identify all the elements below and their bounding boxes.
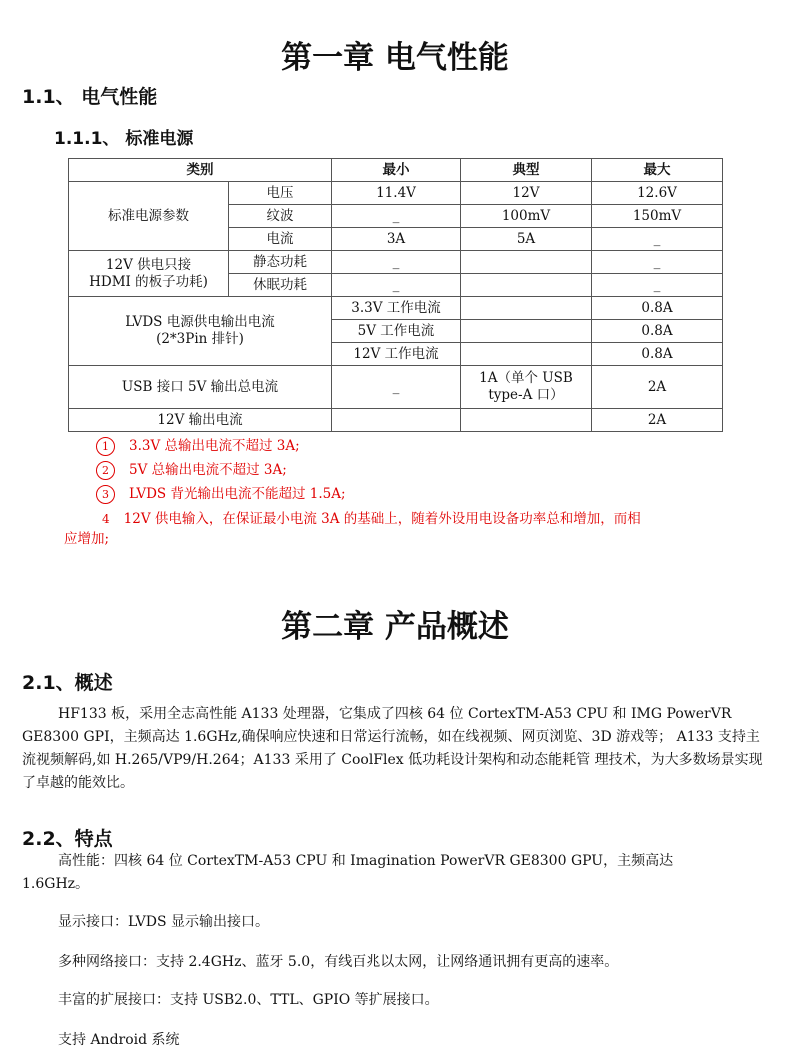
min-cell: _	[332, 251, 461, 274]
hdmi-group-line2: HDMI 的板子功耗)	[89, 273, 208, 290]
param-cell: 静态功耗	[229, 251, 332, 274]
usb-typ-line2: type-A 口）	[488, 387, 564, 403]
max-cell: _	[592, 228, 723, 251]
max-cell: 2A	[592, 366, 723, 409]
note-marker: 1	[96, 437, 115, 456]
section-1-1-heading: 1.1、 电气性能	[22, 86, 158, 108]
max-cell: _	[592, 251, 723, 274]
note-marker: 3	[96, 485, 115, 504]
note-text: 12V 供电输入，在保证最小电流 3A 的基础上，随着外设用电设备功率总和增加，而相	[123, 511, 641, 527]
param-cell: 休眠功耗	[229, 274, 332, 297]
param-cell: 3.3V 工作电流	[332, 297, 461, 320]
note-text: 3.3V 总输出电流不超过 3A;	[129, 438, 300, 454]
max-cell: 2A	[592, 409, 723, 432]
param-cell: 电流	[229, 228, 332, 251]
power-spec-table	[68, 158, 723, 432]
param-cell: 5V 工作电流	[332, 320, 461, 343]
standard-power-group: 标准电源参数	[69, 182, 229, 251]
min-cell: _	[332, 274, 461, 297]
table-row	[69, 409, 723, 432]
min-cell: 11.4V	[332, 182, 461, 205]
note-item	[68, 482, 768, 506]
note-text: LVDS 背光输出电流不能超过 1.5A;	[129, 486, 346, 502]
feature-network: 多种网络接口：支持 2.4GHz、蓝牙 5.0，有线百兆以太网，让网络通讯拥有更高的速率。	[58, 954, 619, 970]
min-cell	[332, 409, 461, 432]
typ-cell: 100mV	[461, 205, 592, 228]
feature-performance-cont: 1.6GHz。	[22, 876, 90, 892]
12v-output-label: 12V 输出电流	[69, 409, 332, 432]
max-cell: 150mV	[592, 205, 723, 228]
typ-cell	[461, 297, 592, 320]
usb-output-label: USB 接口 5V 输出总电流	[69, 366, 332, 409]
header-min: 最小	[332, 159, 461, 182]
note-item	[68, 458, 768, 482]
typ-cell	[461, 251, 592, 274]
typ-cell: 5A	[461, 228, 592, 251]
typ-cell	[461, 409, 592, 432]
min-cell: _	[332, 366, 461, 409]
chapter-2-title: 第二章 产品概述	[281, 609, 509, 645]
param-cell: 纹波	[229, 205, 332, 228]
hdmi-power-group	[69, 251, 229, 297]
table-row	[69, 182, 723, 205]
header-typ: 典型	[461, 159, 592, 182]
param-cell: 12V 工作电流	[332, 343, 461, 366]
table-row	[69, 297, 723, 320]
typ-cell	[461, 343, 592, 366]
table-header-row	[69, 159, 723, 182]
feature-display: 显示接口：LVDS 显示输出接口。	[58, 914, 270, 930]
note-marker: 2	[96, 461, 115, 480]
feature-performance: 高性能：四核 64 位 CortexTM-A53 CPU 和 Imagination PowerVR GE8300 GPU，主频高达	[58, 853, 674, 869]
table-row	[69, 366, 723, 409]
header-category: 类别	[69, 159, 332, 182]
note-marker: 4	[102, 512, 110, 526]
max-cell: 0.8A	[592, 320, 723, 343]
note-continuation: 应增加;	[64, 531, 110, 547]
feature-android: 支持 Android 系统	[58, 1032, 180, 1048]
max-cell: 0.8A	[592, 343, 723, 366]
min-cell: _	[332, 205, 461, 228]
param-cell: 电压	[229, 182, 332, 205]
lvds-output-group	[69, 297, 332, 366]
notes-list	[64, 434, 768, 551]
table-row	[69, 251, 723, 274]
overview-paragraph: HF133 板，采用全志高性能 A133 处理器，它集成了四核 64 位 CortexTM-A53 CPU 和 IMG PowerVR GE8300 GPI，主频高达 1.6GHz,确保响应快速和日常运行流畅，如在线视频、网页浏览、3D 游戏等； A133 支持主流视频解码,如 H.265/VP9/H.264；A133 采用了 CoolFlex 低功耗设计架构和动态能耗管 理技术，为大多数场景实现了卓越的能效比。	[22, 706, 763, 791]
note-text: 5V 总输出电流不超过 3A;	[129, 462, 287, 478]
typ-cell	[461, 274, 592, 297]
typ-cell	[461, 320, 592, 343]
section-2-1-heading: 2.1、概述	[22, 672, 113, 694]
note-item	[68, 434, 768, 458]
typ-cell: 12V	[461, 182, 592, 205]
feature-expansion: 丰富的扩展接口：支持 USB2.0、TTL、GPIO 等扩展接口。	[58, 992, 439, 1008]
lvds-group-line2: (2*3Pin 排针)	[156, 331, 244, 347]
hdmi-group-line1: 12V 供电只接	[105, 256, 192, 273]
lvds-group-line1: LVDS 电源供电输出电流	[125, 314, 275, 330]
subsection-1-1-1-heading: 1.1.1、 标准电源	[54, 129, 194, 149]
max-cell: 0.8A	[592, 297, 723, 320]
max-cell: 12.6V	[592, 182, 723, 205]
min-cell: 3A	[332, 228, 461, 251]
typ-cell	[461, 366, 592, 409]
max-cell: _	[592, 274, 723, 297]
section-2-2-heading: 2.2、特点	[22, 828, 113, 850]
header-max: 最大	[592, 159, 723, 182]
usb-typ-line1: 1A（单个 USB	[479, 370, 573, 386]
chapter-1-title: 第一章 电气性能	[281, 40, 509, 76]
